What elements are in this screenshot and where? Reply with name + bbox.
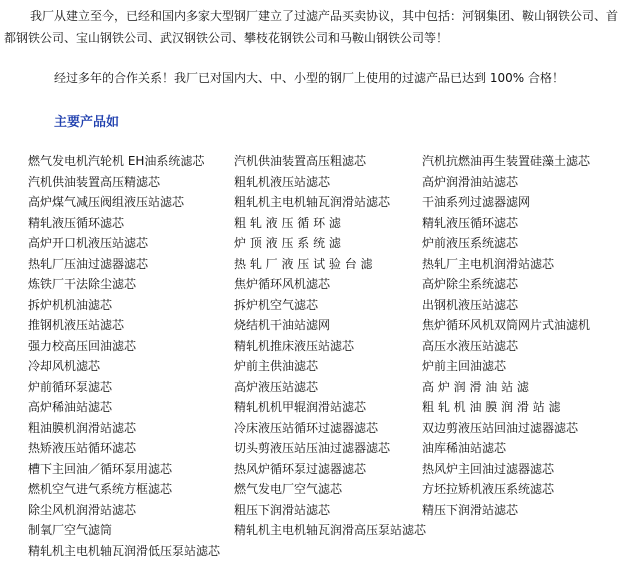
product-item: 燃气发电机汽轮机 EH油系统滤芯	[28, 154, 205, 168]
product-item: 高炉除尘系统滤芯	[422, 277, 519, 291]
product-item: 炼铁厂干法除尘滤芯	[28, 277, 137, 291]
product-item: 制氧厂空气滤筒	[28, 523, 113, 537]
product-item: 汽机供油装置高压粗滤芯	[234, 154, 367, 168]
product-item: 冷床液压站循环过滤器滤芯	[234, 420, 379, 435]
product-item: 燃气发电厂空气滤芯	[234, 482, 343, 496]
product-item: 热轧厂主电机润滑站滤芯	[422, 256, 555, 271]
product-item: 冷却风机滤芯	[28, 359, 101, 373]
product-item: 粗 轧 机 油 膜 润 滑 站 滤	[422, 400, 561, 414]
product-item: 炉前主回油滤芯	[422, 359, 507, 373]
product-item: 焦炉循环风机滤芯	[234, 277, 331, 291]
product-item: 高炉润滑油站滤芯	[422, 174, 519, 189]
section-title-main-products: 主要产品如	[54, 115, 120, 130]
product-item: 粗压下润滑站滤芯	[234, 502, 331, 517]
product-item: 精轧机主电机轴瓦润滑低压泵站滤芯	[28, 543, 221, 558]
product-item: 热矫液压站循环滤芯	[28, 441, 137, 455]
product-item: 高炉液压站滤芯	[234, 379, 319, 394]
product-item: 炉前主供油滤芯	[234, 359, 319, 373]
intro-paragraph-quality: 经过多年的合作关系！我厂已对国内大、中、小型的钢厂上使用的过滤产品已达到 100% 合格！	[54, 71, 564, 85]
product-item: 热风炉循环泵过滤器滤芯	[234, 461, 367, 476]
product-item: 干油系列过滤器滤网	[422, 195, 531, 209]
product-item	[234, 541, 420, 562]
product-item: 精轧机主电机轴瓦润滑高压泵站滤芯	[234, 523, 427, 537]
product-item: 精轧机推床液压站滤芯	[234, 338, 355, 353]
product-item: 推钢机液压站滤芯	[28, 318, 125, 332]
product-item: 精压下润滑站滤芯	[422, 502, 519, 517]
product-item: 精轧液压循环滤芯	[422, 215, 519, 230]
product-item: 烧结机干油站滤网	[234, 318, 331, 332]
product-item: 拆炉机机油滤芯	[28, 297, 113, 312]
product-item: 槽下主回油／循环泵用滤芯	[28, 461, 173, 476]
product-item: 粗轧机液压站滤芯	[234, 174, 331, 189]
product-item: 除尘风机润滑站滤芯	[28, 502, 137, 517]
product-item: 热轧厂压油过滤器滤芯	[28, 256, 149, 271]
product-item	[420, 520, 628, 541]
product-item: 炉前循环泵滤芯	[28, 379, 113, 394]
product-item: 热 轧 厂 液 压 试 验 台 滤	[234, 256, 373, 271]
product-item: 精轧液压循环滤芯	[28, 215, 125, 230]
product-item: 粗轧机主电机轴瓦润滑站滤芯	[234, 195, 391, 209]
product-item: 粗 轧 液 压 循 环 滤	[234, 215, 341, 230]
product-item: 高炉稀油站滤芯	[28, 400, 113, 414]
product-item	[420, 541, 628, 562]
product-item: 热风炉主回油过滤器滤芯	[422, 461, 555, 476]
product-item: 精轧机机甲辊润滑站滤芯	[234, 400, 367, 414]
product-item: 汽机供油装置高压精滤芯	[28, 174, 161, 189]
product-item: 拆炉机空气滤芯	[234, 297, 319, 312]
product-item: 炉前液压系统滤芯	[422, 236, 519, 250]
product-item: 粗油膜机润滑站滤芯	[28, 420, 137, 435]
product-item: 切头剪液压站压油过滤器滤芯	[234, 441, 391, 455]
product-item: 强力校高压回油滤芯	[28, 338, 137, 353]
product-item: 高炉开口机液压站滤芯	[28, 236, 149, 250]
product-item: 汽机抗燃油再生装置硅藻土滤芯	[422, 154, 591, 168]
product-item: 双边剪液压站回油过滤器滤芯	[422, 420, 579, 435]
product-list	[28, 151, 628, 561]
product-item: 出钢机液压站滤芯	[422, 297, 519, 312]
product-item: 高压水液压站滤芯	[422, 338, 519, 353]
product-item: 炉 顶 液 压 系 统 滤	[234, 236, 341, 250]
product-item: 高炉煤气减压阀组液压站滤芯	[28, 195, 185, 209]
product-item: 油库稀油站滤芯	[422, 441, 507, 455]
intro-paragraph-partners: 我厂从建立至今，已经和国内多家大型钢厂建立了过滤产品买卖协议，其中包括：河钢集团、鞍山钢铁公司、首都钢铁公司、宝山钢铁公司、武汉钢铁公司、攀枝花钢铁公司和马鞍山钢铁公司等！	[4, 9, 619, 45]
product-item: 焦炉循环风机双筒网片式油滤机	[422, 318, 591, 332]
product-item: 方坯拉矫机液压系统滤芯	[422, 482, 555, 496]
product-item: 高 炉 润 滑 油 站 滤	[422, 379, 529, 394]
product-item: 燃机空气进气系统方框滤芯	[28, 482, 173, 496]
